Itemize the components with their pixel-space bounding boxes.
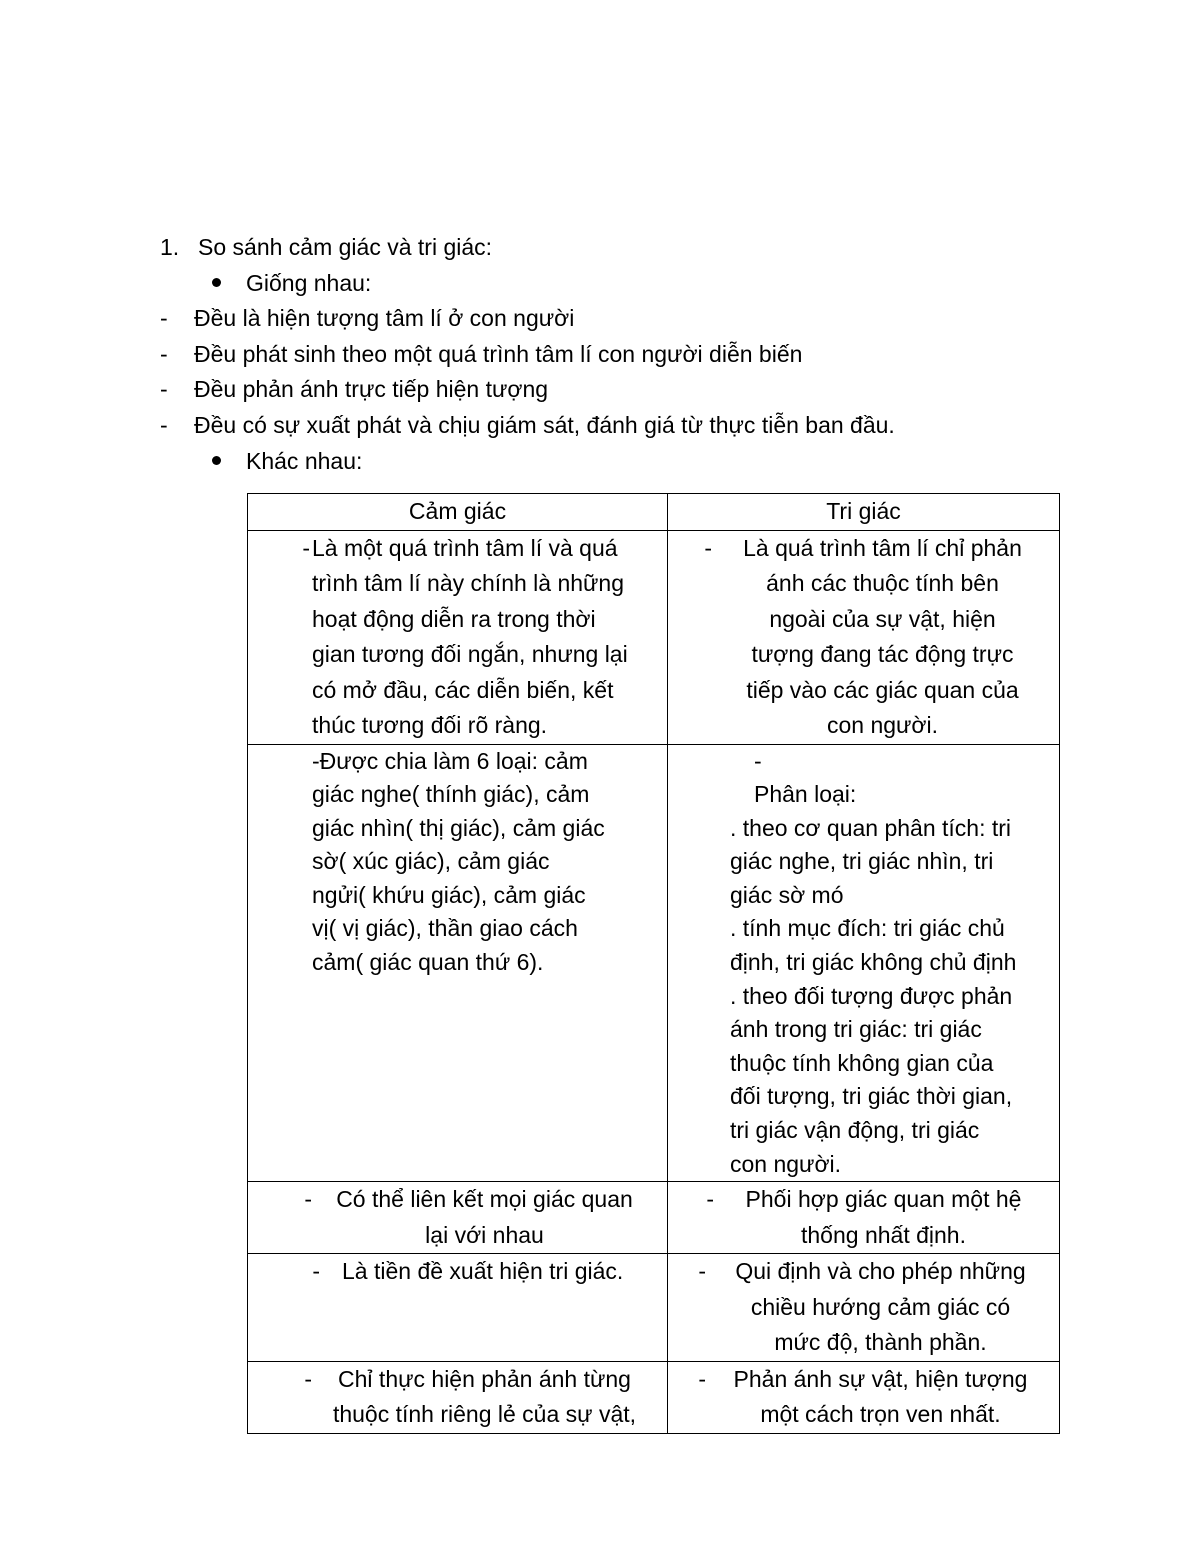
cell-line: ngoài của sự vật, hiện — [769, 605, 996, 632]
classification-title: Phân loại: — [754, 781, 857, 808]
dash-marker: - — [312, 1258, 320, 1285]
cell-line: Chỉ thực hiện phản ánh từng — [338, 1365, 631, 1392]
cell-line: trình tâm lí này chính là những — [312, 570, 625, 596]
cell-line: ánh các thuộc tính bên — [766, 570, 999, 596]
cell-line: tri giác vận động, tri giác — [730, 1117, 980, 1144]
similar-label: Giống nhau: — [246, 270, 372, 296]
dash-marker: - — [706, 1186, 714, 1213]
list-number: 1. — [160, 234, 180, 260]
similar-item: Đều phát sinh theo một quá trình tâm lí con người diễn biến — [194, 341, 803, 367]
cell-line: đối tượng, tri giác thời gian, — [730, 1083, 1013, 1110]
cell-line: thuộc tính không gian của — [730, 1049, 994, 1076]
cell-line: Là tiền đề xuất hiện tri giác. — [342, 1258, 624, 1285]
table-row — [248, 1361, 1060, 1433]
header-tri-giac: Tri giác — [668, 494, 1060, 531]
table-cell — [248, 1361, 668, 1433]
cell-line: ngửi( khứu giác), cảm giác — [312, 881, 586, 908]
cell-line: . theo đối tượng được phản — [730, 982, 1013, 1009]
cell-line: hoạt động diễn ra trong thời — [312, 605, 596, 632]
cell-line: tượng đang tác động trực — [751, 641, 1014, 667]
table-cell — [668, 744, 1060, 1182]
cell-line: Qui định và cho phép những — [735, 1258, 1026, 1285]
cell-line: giác nghe( thính giác), cảm — [312, 781, 590, 807]
cell-line: có mở đầu, các diễn biến, kết — [312, 676, 614, 703]
cell-line: Có thể liên kết mọi giác quan — [336, 1186, 633, 1213]
table-cell — [248, 1254, 668, 1362]
cell-line: . tính mục đích: tri giác chủ — [730, 915, 1005, 942]
different-label: Khác nhau: — [246, 448, 363, 474]
cell-line: giác nhìn( thị giác), cảm giác — [312, 814, 605, 841]
dash-marker: - — [160, 305, 168, 331]
cell-line: định, tri giác không chủ định — [730, 949, 1017, 976]
table-cell — [668, 530, 1060, 744]
cell-line: thúc tương đối rõ ràng. — [312, 712, 548, 738]
similar-item: Đều có sự xuất phát và chịu giám sát, đánh giá từ thực tiễn ban đầu. — [194, 412, 895, 438]
similar-item: Đều là hiện tượng tâm lí ở con người — [194, 305, 575, 331]
table-cell — [668, 1182, 1060, 1254]
header-cam-giac: Cảm giác — [248, 494, 668, 531]
cell-line: vị( vị giác), thần giao cách — [312, 915, 578, 941]
dash-marker: - — [160, 412, 168, 438]
bullet-icon — [212, 268, 221, 298]
dash-marker: - — [160, 341, 168, 367]
table-row — [248, 1182, 1060, 1254]
comparison-table — [247, 493, 1060, 1434]
cell-line: giác sờ mó — [730, 881, 844, 908]
cell-line: tiếp vào các giác quan của — [746, 676, 1019, 703]
dash-marker: - — [704, 534, 712, 561]
table-cell — [668, 1254, 1060, 1362]
cell-line: Phản ánh sự vật, hiện tượng — [733, 1365, 1028, 1392]
table-cell — [248, 744, 668, 1182]
cell-line: thuộc tính riêng lẻ của sự vật, — [332, 1401, 637, 1428]
cell-line: Phối hợp giác quan một hệ — [745, 1186, 1022, 1213]
cell-line: lại với nhau — [425, 1221, 544, 1248]
cell-line: giác nghe, tri giác nhìn, tri — [730, 848, 994, 875]
cell-line: con người. — [730, 1150, 842, 1177]
table-row — [248, 1254, 1060, 1362]
table-cell — [248, 1182, 668, 1254]
dash-marker: - — [698, 1365, 706, 1392]
cell-line: . theo cơ quan phân tích: tri — [730, 814, 1012, 841]
cell-line: chiều hướng cảm giác có — [750, 1293, 1011, 1320]
dash-marker: - — [160, 376, 168, 402]
section-title: So sánh cảm giác và tri giác: — [198, 234, 493, 260]
table-cell — [668, 1361, 1060, 1433]
cell-line: một cách trọn ven nhất. — [760, 1401, 1001, 1428]
dash-marker: - — [698, 1258, 706, 1285]
cell-line: thống nhất định. — [801, 1221, 966, 1248]
dash-marker: - — [304, 1365, 312, 1392]
table-header-row — [248, 494, 1060, 531]
dash-marker: - — [754, 747, 762, 774]
cell-line: cảm( giác quan thứ 6). — [312, 948, 544, 975]
cell-line: sờ( xúc giác), cảm giác — [312, 848, 550, 874]
bullet-icon — [212, 446, 221, 476]
dash-marker: - — [304, 1186, 312, 1213]
cell-line: con người. — [826, 712, 939, 738]
cell-line: ánh trong tri giác: tri giác — [730, 1016, 982, 1043]
table-row — [248, 530, 1060, 744]
table-cell — [248, 530, 668, 744]
cell-line: Là một quá trình tâm lí và quá — [312, 534, 618, 561]
similar-item: Đều phản ánh trực tiếp hiện tượng — [194, 376, 549, 402]
cell-line: gian tương đối ngắn, nhưng lại — [312, 641, 628, 667]
cell-line: mức độ, thành phần. — [774, 1329, 987, 1356]
cell-line: -Được chia làm 6 loại: cảm — [312, 747, 588, 774]
table-row — [248, 744, 1060, 1182]
dash-marker: - — [302, 534, 310, 561]
cell-line: Là quá trình tâm lí chỉ phản — [743, 534, 1022, 561]
